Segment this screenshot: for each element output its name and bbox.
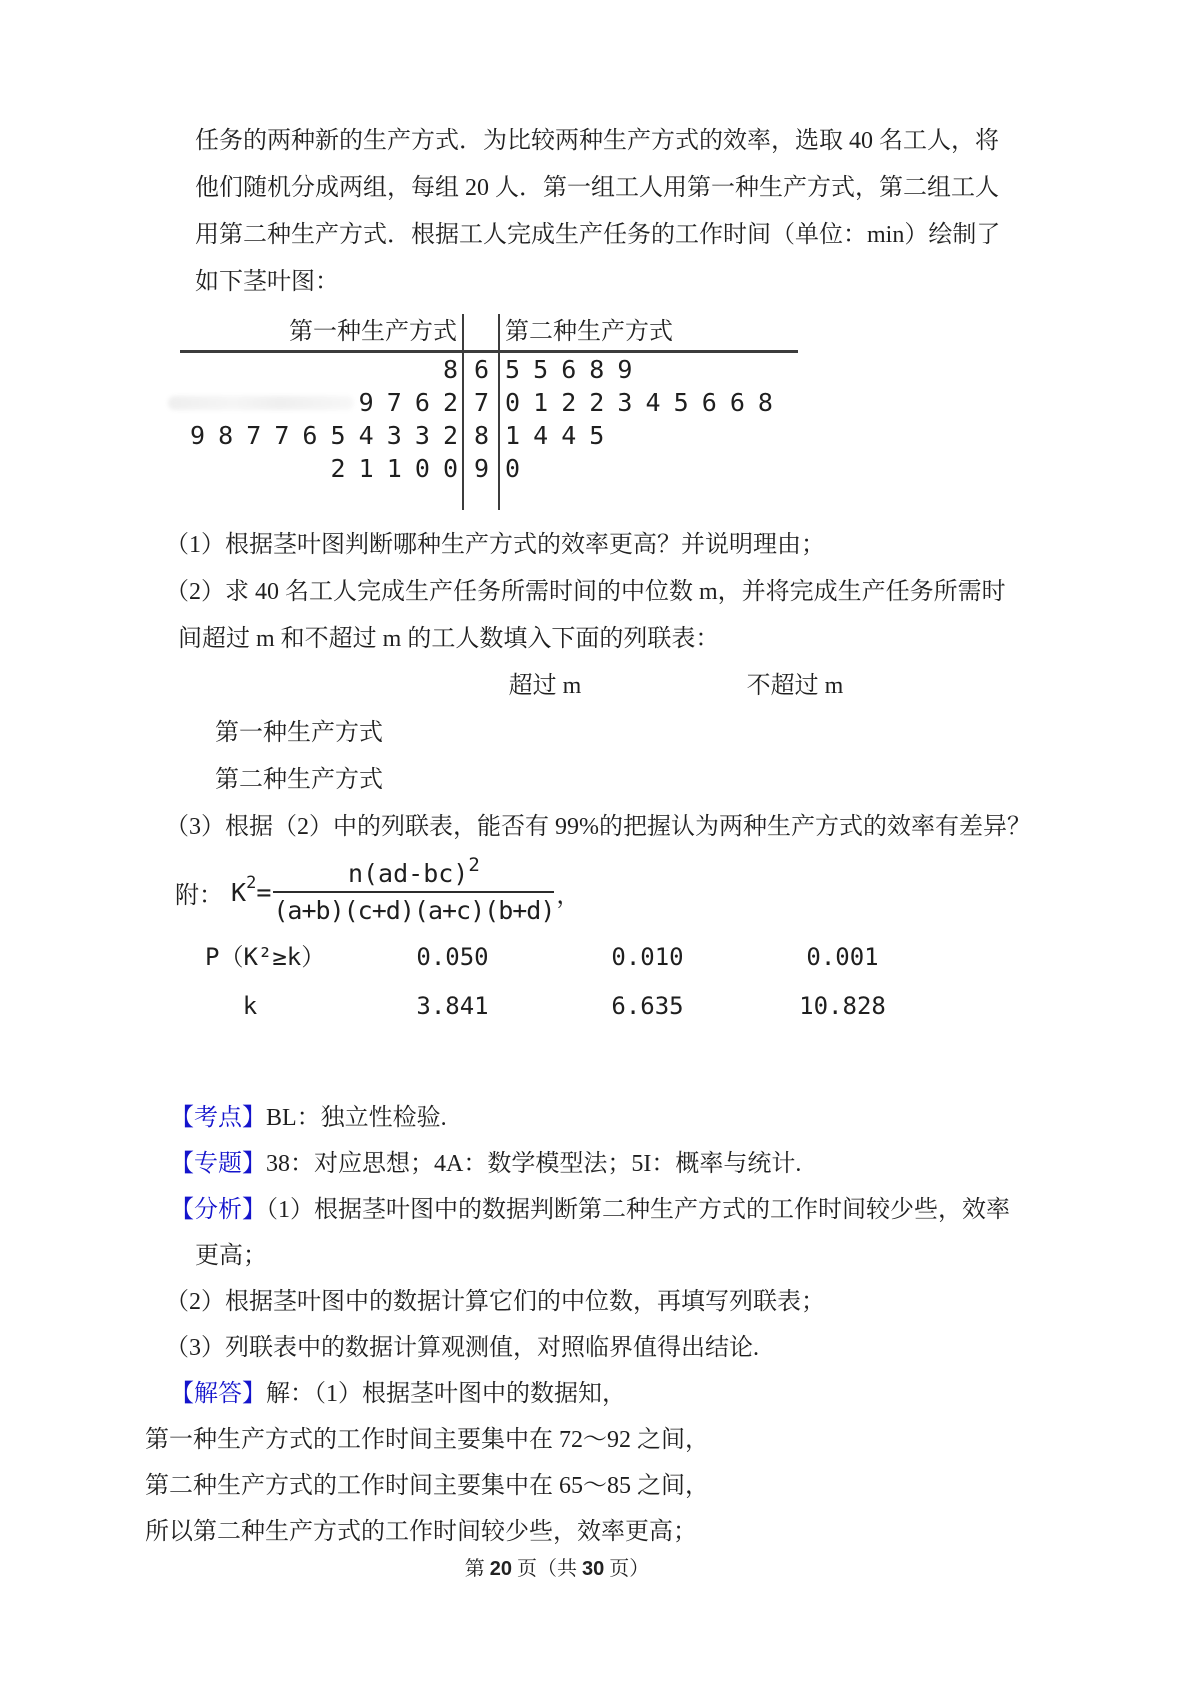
intro-line: 任务的两种新的生产方式．为比较两种生产方式的效率，选取 40 名工人，将 (195, 128, 999, 154)
k-value: 10.828 (799, 992, 886, 1020)
stem-leaf-header-row (180, 314, 798, 353)
stem-column-header (462, 314, 500, 350)
left-leaves: 9 8 7 7 6 5 4 3 3 2 (190, 421, 457, 450)
stub-left (180, 485, 462, 510)
left-leaves: 9 7 6 2 (358, 388, 457, 417)
stem-value: 8 (462, 419, 500, 452)
stem-leaf-plot (180, 314, 798, 510)
right-leaves: 0 (505, 454, 520, 483)
stem-leaf-row (180, 419, 798, 452)
kaodian-line (170, 1095, 1060, 1141)
footer-text: 页（共 (512, 1558, 582, 1580)
jieda-line (170, 1371, 1060, 1417)
fenxi-text-1: （1）根据茎叶图中的数据判断第二种生产方式的工作时间较少些，效率 (266, 1197, 1010, 1223)
question-3: （3）根据（2）中的列联表，能否有 99%的把握认为两种生产方式的效率有差异？ (165, 814, 1031, 840)
contingency-table (145, 663, 1060, 804)
formula-prefix: 附： (175, 882, 223, 909)
k-row-label: k (242, 992, 258, 1020)
intro-line: 如下茎叶图： (195, 269, 339, 295)
question-2-line1: （2）求 40 名工人完成生产任务所需时间的中位数 m，并将完成生产任务所需时 (165, 579, 1006, 605)
stem-value: 9 (462, 452, 500, 485)
kaodian-tag: 【考点】 (170, 1105, 266, 1131)
formula-k: K (231, 877, 247, 907)
p-value: 0.001 (806, 943, 879, 971)
stem-leaf-left-header: 第一种生产方式 (289, 319, 457, 345)
kaodian-text: BL：独立性检验. (266, 1105, 447, 1131)
jieda-text: 解：（1）根据茎叶图中的数据知， (266, 1381, 626, 1407)
stub-right (500, 485, 798, 510)
fenxi-line-3: （2）根据茎叶图中的数据计算它们的中位数，再填写列联表； (165, 1289, 825, 1315)
k-value: 6.635 (611, 992, 684, 1020)
right-leaves: 0 1 2 2 3 4 5 6 6 8 (505, 388, 772, 417)
intro-line: 他们随机分成两组，每组 20 人．第一组工人用第一种生产方式，第二组工人 (195, 175, 999, 201)
formula-k-exponent: 2 (246, 873, 257, 893)
left-leaves: 8 (442, 355, 457, 384)
formula-fraction (273, 854, 555, 925)
fraction-denominator: (a+b)(c+d)(a+c)(b+d) (273, 896, 555, 925)
fenxi-line-2: 更高； (195, 1243, 267, 1269)
contingency-empty-cell (645, 757, 945, 804)
stem-value: 7 (462, 386, 500, 419)
stem-value: 6 (462, 353, 500, 386)
p-row-label: P（K²≥k） (205, 943, 326, 971)
footer-page-number: 20 (489, 1558, 512, 1580)
k-value: 3.841 (416, 992, 489, 1020)
fraction-numerator (273, 854, 554, 893)
numerator-exponent: 2 (468, 854, 480, 876)
contingency-col-header-over-m: 超过 m (508, 673, 582, 699)
contingency-empty-cell (645, 710, 945, 757)
contingency-corner-cell (145, 663, 445, 710)
footer-text: 页） (604, 1558, 650, 1580)
critical-values-table (145, 933, 1060, 1031)
question-2-line2: 间超过 m 和不超过 m 的工人数填入下面的列联表： (178, 626, 720, 652)
numerator-body: n(ad-bc) (347, 859, 469, 888)
solution-line-2: 第二种生产方式的工作时间主要集中在 65～85 之间， (145, 1473, 709, 1499)
stem-leaf-right-header: 第二种生产方式 (505, 319, 673, 345)
stem-leaf-stub-row (180, 485, 798, 510)
fenxi-line-4: （3）列联表中的数据计算观测值，对照临界值得出结论. (165, 1335, 759, 1361)
p-value: 0.010 (611, 943, 684, 971)
stem-leaf-row (180, 452, 798, 485)
answer-sections (145, 1095, 1060, 1555)
stem-leaf-row (180, 353, 798, 386)
document-content (145, 118, 1060, 1555)
fenxi-tag: 【分析】 (170, 1197, 266, 1223)
p-value: 0.050 (416, 943, 489, 971)
formula-comma: ， (556, 882, 581, 909)
solution-line-1: 第一种生产方式的工作时间主要集中在 72～92 之间， (145, 1427, 709, 1453)
fenxi-line-1 (170, 1187, 1060, 1233)
page-footer (0, 1552, 1114, 1581)
intro-line: 用第二种生产方式．根据工人完成生产任务的工作时间（单位：min）绘制了 (195, 222, 1001, 248)
contingency-empty-cell (445, 710, 645, 757)
footer-text: 第 (464, 1558, 490, 1580)
left-leaves: 2 1 1 0 0 (330, 454, 457, 483)
zhuanti-tag: 【专题】 (170, 1151, 266, 1177)
contingency-row-label-method2: 第二种生产方式 (215, 767, 383, 793)
contingency-col-header-not-over-m: 不超过 m (746, 673, 844, 699)
solution-line-3: 所以第二种生产方式的工作时间较少些，效率更高； (145, 1519, 697, 1545)
stub-stem (462, 485, 500, 510)
question-1: （1）根据茎叶图判断哪种生产方式的效率更高？并说明理由； (165, 532, 825, 558)
k-squared-formula (175, 854, 1060, 925)
contingency-empty-cell (445, 757, 645, 804)
zhuanti-text: 38：对应思想；4A：数学模型法；5I：概率与统计. (266, 1151, 802, 1177)
right-leaves: 5 5 6 8 9 (505, 355, 632, 384)
footer-total-pages: 30 (582, 1558, 605, 1580)
contingency-row-label-method1: 第一种生产方式 (215, 720, 383, 746)
zhuanti-line (170, 1141, 1060, 1187)
formula-equals: = (256, 877, 272, 907)
jieda-tag: 【解答】 (170, 1381, 266, 1407)
watermark (168, 396, 354, 410)
right-leaves: 1 4 4 5 (505, 421, 604, 450)
